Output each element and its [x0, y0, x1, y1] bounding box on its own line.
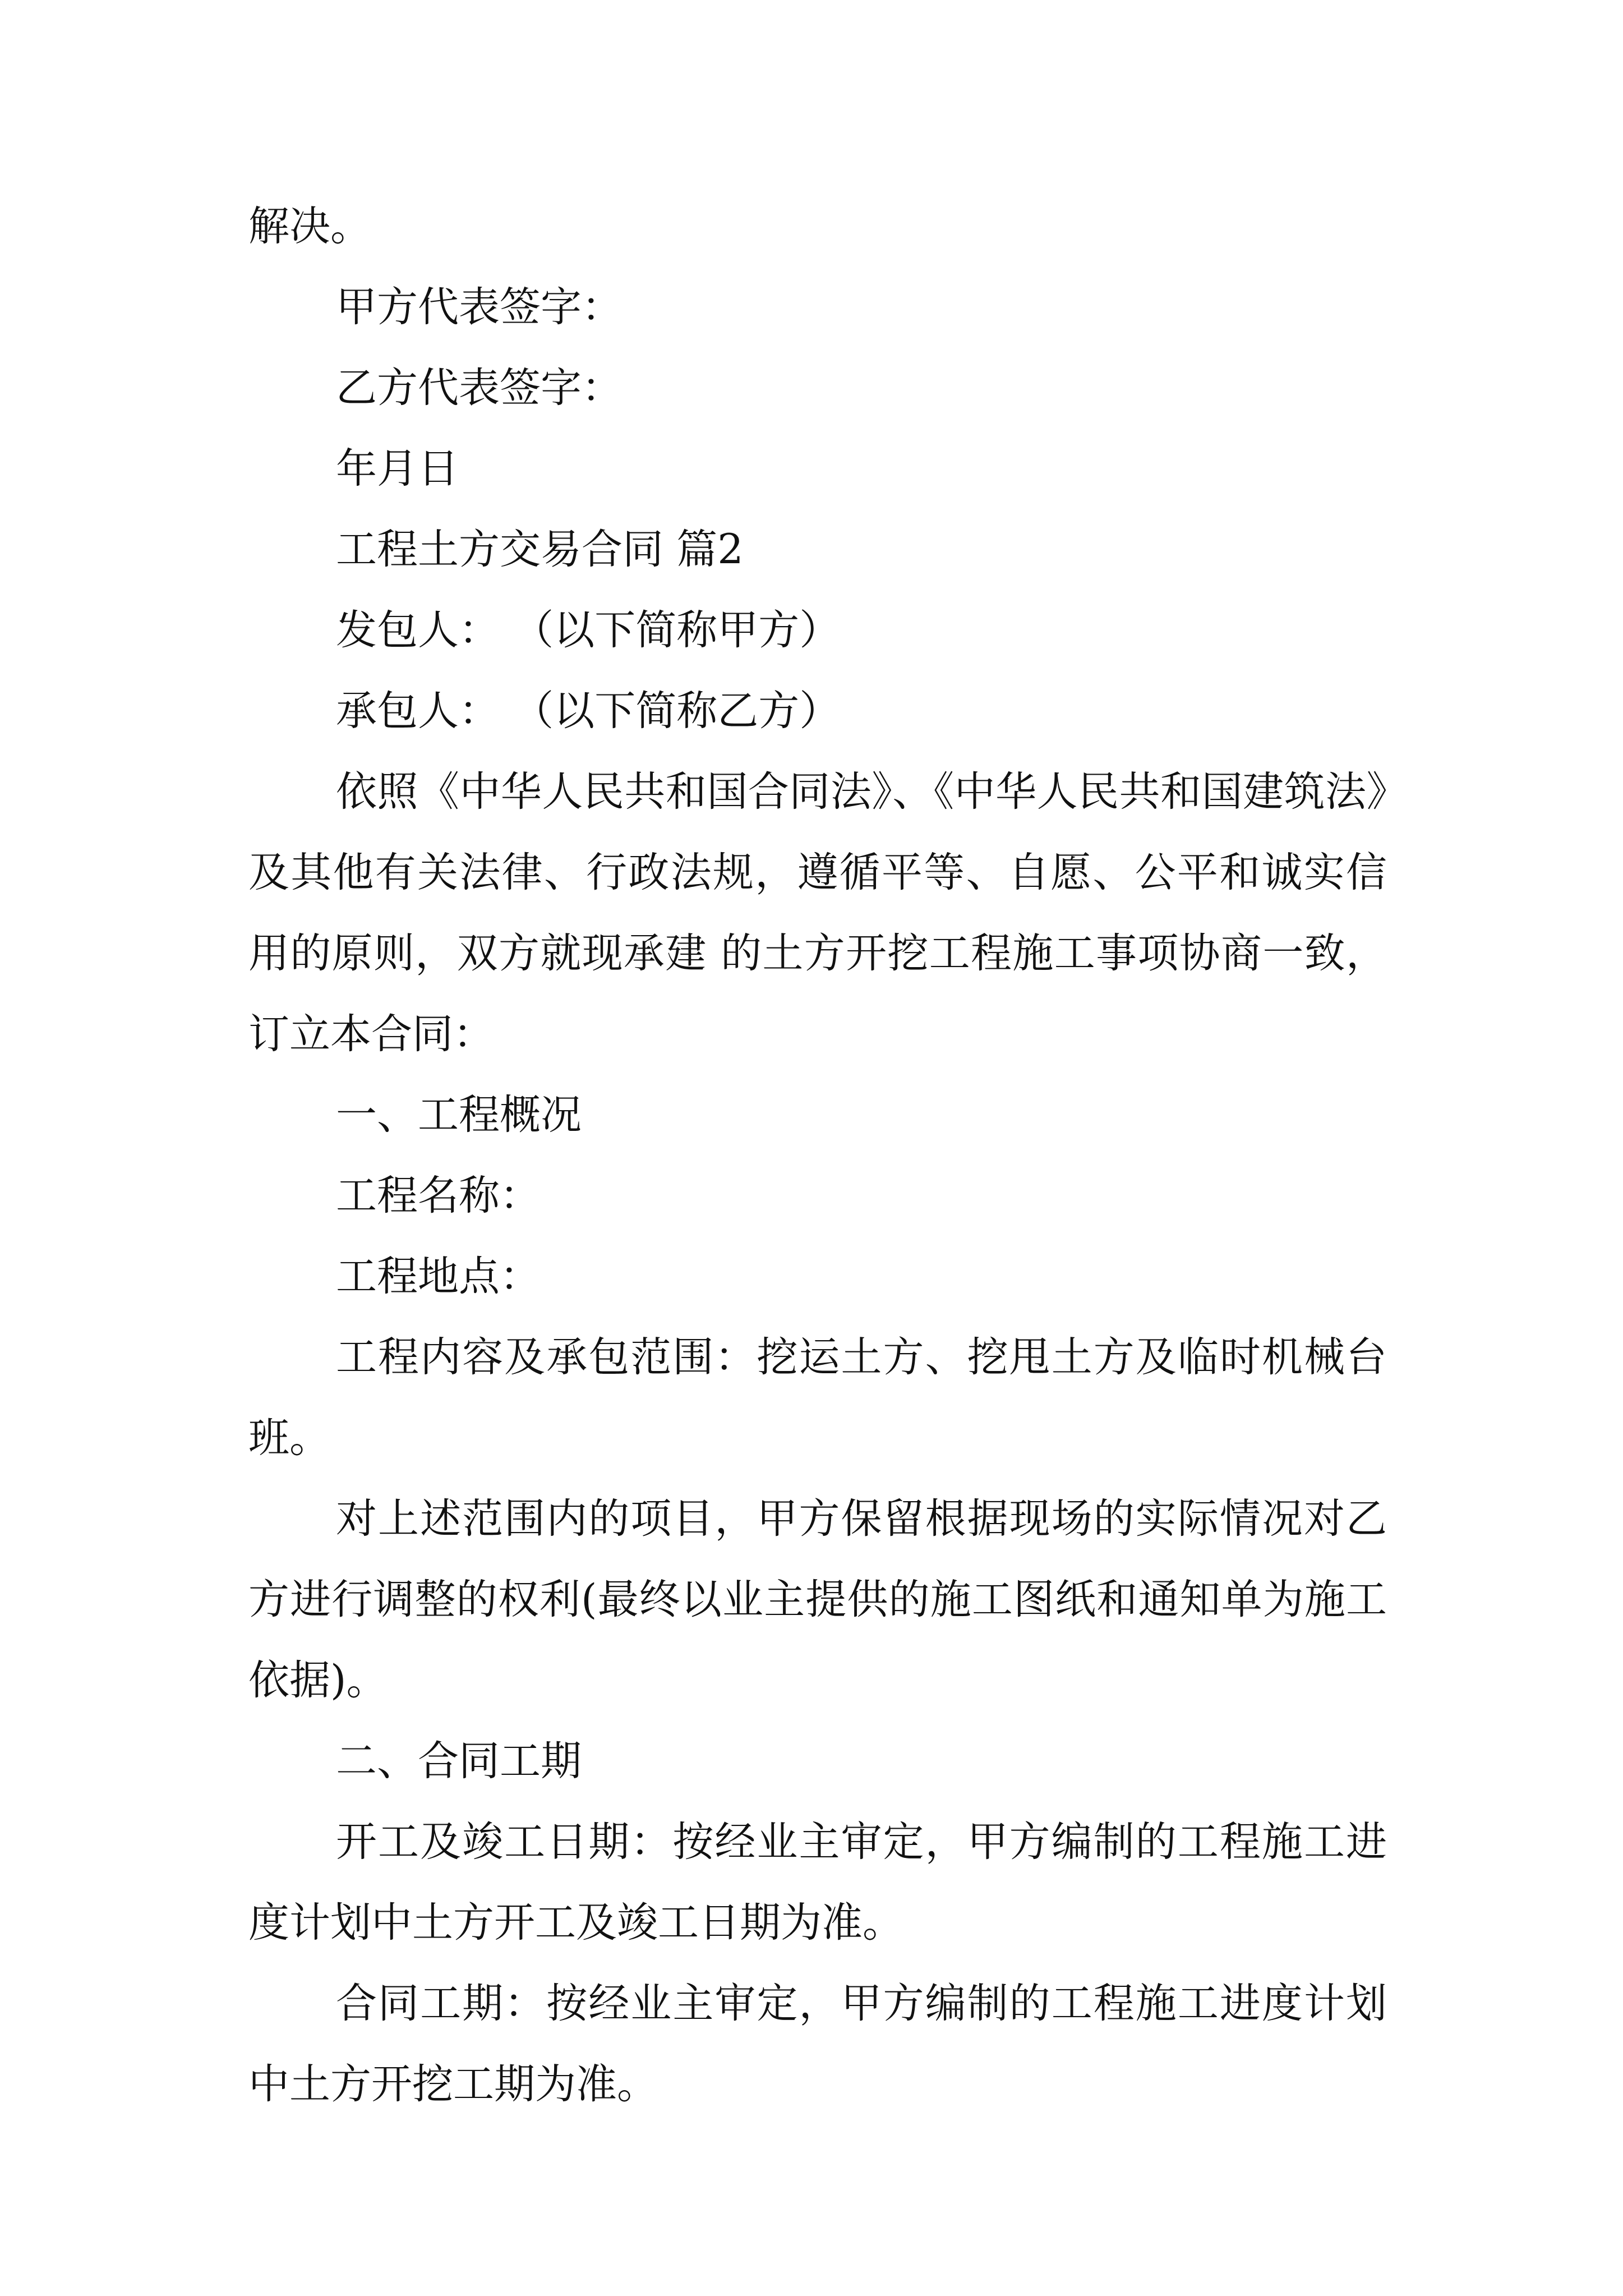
section-heading-project-overview: 一、工程概况 — [336, 1091, 582, 1139]
party-a-signature-label: 甲方代表签字： — [336, 283, 623, 331]
document-body — [248, 186, 1387, 2125]
contract-period-paragraph: 合同工期：按经业主审定，甲方编制的工程施工进度计划中土方开挖工期为准。 — [248, 1980, 1387, 2108]
party-b-signature-label: 乙方代表签字： — [336, 364, 623, 412]
adjustment-rights-paragraph: 对上述范围内的项目，甲方保留根据现场的实际情况对乙方进行调整的权利(最终以业主提供的施工图纸和通知单为施工依据)。 — [248, 1495, 1387, 1704]
project-scope-paragraph: 工程内容及承包范围：挖运土方、挖甩土方及临时机械台班。 — [248, 1333, 1387, 1462]
date-line: 年月日 — [336, 445, 459, 493]
project-location-line: 工程地点： — [336, 1253, 541, 1300]
start-completion-paragraph: 开工及竣工日期：按经业主审定，甲方编制的工程施工进度计划中土方开工及竣工日期为准。 — [248, 1818, 1387, 1947]
employer-line: 发包人： （以下简称甲方） — [336, 606, 841, 654]
section-heading-contract-period: 二、合同工期 — [336, 1737, 582, 1785]
paragraph-closing-line: 解决。 — [248, 203, 371, 250]
contract-title: 工程土方交易合同 篇2 — [336, 526, 744, 573]
contractor-line: 承包人： （以下简称乙方） — [336, 687, 841, 735]
preamble-paragraph: 依照《中华人民共和国合同法》、《中华人民共和国建筑法》及其他有关法律、行政法规，遵循平等、自愿、公平和诚实信用的原则，双方就现承建 的土方开挖工程施工事项协商一致，订立本合同： — [248, 768, 1387, 1058]
project-name-line: 工程名称： — [336, 1172, 541, 1220]
